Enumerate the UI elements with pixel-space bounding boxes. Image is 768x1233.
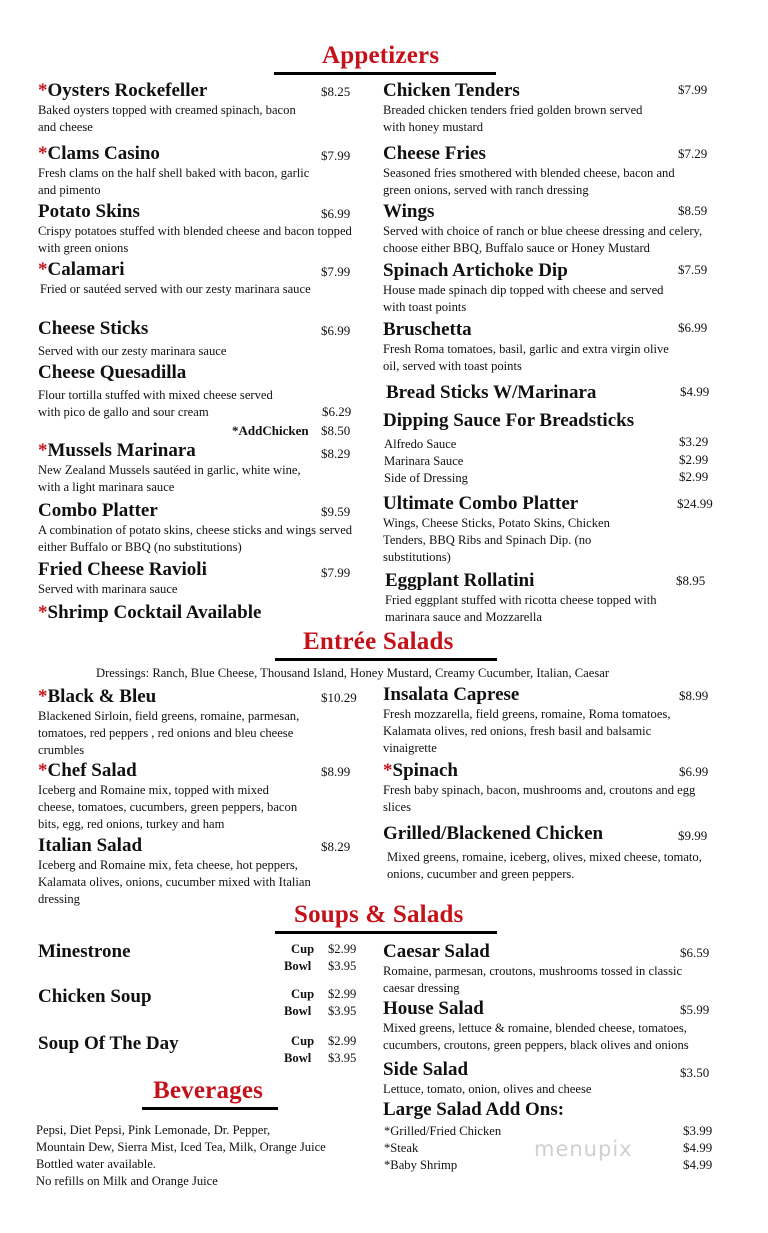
addon-steak-label: *Steak [384, 1141, 419, 1155]
soup-of-the-day: Soup Of The Day [38, 1033, 179, 1054]
chicken-soup-bowl-label: Bowl [284, 1004, 312, 1018]
menu-item-cheese-sticks: Cheese Sticks Served with our zesty marinara sauce [38, 318, 227, 358]
price-wings: $8.59 [678, 203, 708, 218]
dipping-alfredo-label: Alfredo Sauce [384, 437, 457, 451]
menu-item-black-bleu: *Black & Bleu Blackened Sirloin, field greens, romaine, parmesan, tomatoes, red peppers , red onions and bleu cheese crumbles [38, 686, 300, 757]
soups-salads-rule [275, 931, 497, 934]
beverages-line: Mountain Dew, Sierra Mist, Iced Tea, Milk, Orange Juice [36, 1140, 326, 1154]
chicken-soup-cup-label: Cup [291, 987, 315, 1001]
beverages-line: Pepsi, Diet Pepsi, Pink Lemonade, Dr. Pepper, [36, 1123, 271, 1137]
price-clams-casino: $7.99 [321, 148, 351, 163]
menu-item-oysters-rockefeller: *Oysters Rockefeller Baked oysters topped with creamed spinach, bacon and cheese [38, 80, 296, 134]
minestrone-bowl-label: Bowl [284, 959, 312, 973]
price-insalata-caprese: $8.99 [679, 688, 709, 703]
price-chicken-tenders: $7.99 [678, 82, 708, 97]
soup-day-bowl-price: $3.95 [328, 1051, 357, 1065]
menu-item-bruschetta: Bruschetta Fresh Roma tomatoes, basil, garlic and extra virgin olive oil, served with toast points [383, 319, 669, 373]
price-eggplant-rollatini: $8.95 [676, 573, 706, 588]
minestrone-cup-label: Cup [291, 942, 315, 956]
addon-shrimp-label: *Baby Shrimp [384, 1158, 458, 1172]
price-ultimate-combo-platter: $24.99 [677, 496, 713, 511]
appetizers-title: Appetizers [322, 42, 440, 69]
menu-item-shrimp-cocktail: *Shrimp Cocktail Available [38, 602, 262, 623]
menu-item-fried-cheese-ravioli: Fried Cheese Ravioli Served with marinara sauce [38, 559, 207, 596]
beverages-title: Beverages [153, 1077, 264, 1104]
large-salad-add-ons: Large Salad Add Ons: [383, 1099, 565, 1120]
beverages-list [36, 1122, 326, 1190]
appetizers-rule [274, 72, 496, 75]
price-spinach-artichoke-dip: $7.59 [678, 262, 708, 277]
soup-chicken: Chicken Soup [38, 986, 152, 1007]
dipping-alfredo-price: $3.29 [679, 434, 709, 449]
menu-item-clams-casino: *Clams Casino Fresh clams on the half shell baked with bacon, garlic and pimento [38, 143, 310, 197]
price-grilled-blackened-chicken: $9.99 [678, 828, 708, 843]
menu-item-eggplant-rollatini: Eggplant Rollatini Fried eggplant stuffed with ricotta cheese topped with marinara sauce and Mozzarella [385, 570, 657, 624]
dipping-marinara-label: Marinara Sauce [384, 454, 464, 468]
minestrone-bowl-price: $3.95 [328, 959, 357, 973]
dressings-list: Dressings: Ranch, Blue Cheese, Thousand Island, Honey Mustard, Creamy Cucumber, Italian, Caesar [96, 666, 610, 680]
price-black-bleu: $10.29 [321, 690, 357, 705]
menu-item-ultimate-combo-platter: Ultimate Combo Platter Wings, Cheese Sticks, Potato Skins, Chicken Tenders, BBQ Ribs and Spinach Dip. (no substitutions) [383, 493, 610, 564]
chicken-soup-cup-price: $2.99 [328, 987, 357, 1001]
menu-item-grilled-blackened-chicken: Grilled/Blackened Chicken Mixed greens, romaine, iceberg, olives, mixed cheese, tomato, onions, cucumber and green peppers. [383, 823, 702, 881]
menu-item-caesar-salad: Caesar Salad Romaine, parmesan, croutons, mushrooms tossed in classic caesar dressing [383, 941, 683, 995]
price-chef-salad: $8.99 [321, 764, 351, 779]
menu-item-calamari: *Calamari Fried or sautéed served with our zesty marinara sauce [38, 259, 311, 296]
menu-item-chef-salad: *Chef Salad Iceberg and Romaine mix, topped with mixed cheese, tomatoes, cucumbers, green peppers, bacon bits, egg, red onions, turkey and ham [38, 760, 298, 831]
menu-item-mussels-marinara: *Mussels Marinara New Zealand Mussels sautéed in garlic, white wine, with a light marinara sauce [38, 440, 301, 494]
price-side-salad: $3.50 [680, 1065, 710, 1080]
dipping-dressing-label: Side of Dressing [384, 471, 468, 485]
menu-item-side-salad: Side Salad Lettuce, tomato, onion, olives and cheese [383, 1059, 592, 1096]
chicken-soup-bowl-price: $3.95 [328, 1004, 357, 1018]
menu-item-italian-salad: Italian Salad Iceberg and Romaine mix, feta cheese, hot peppers, Kalamata olives, onions, cucumber mixed with Italian dressing [38, 835, 311, 906]
beverages-rule [142, 1107, 278, 1110]
price-bread-sticks: $4.99 [680, 384, 710, 399]
soup-day-cup-price: $2.99 [328, 1034, 357, 1048]
menu-item-house-salad: House Salad Mixed greens, lettuce & romaine, blended cheese, tomatoes, cucumbers, croutons, green peppers, black olives and onions [383, 998, 689, 1052]
price-calamari: $7.99 [321, 264, 351, 279]
entree-salads-rule [275, 658, 497, 661]
soup-day-cup-label: Cup [291, 1034, 315, 1048]
price-spinach-salad: $6.99 [679, 764, 709, 779]
price-cheese-quesadilla: $6.29 [322, 404, 352, 419]
soup-minestrone: Minestrone [38, 941, 131, 962]
menu-item-wings: Wings Served with choice of ranch or blue cheese dressing and celery, choose either BBQ, Buffalo sauce or Honey Mustard [383, 201, 703, 255]
entree-salads-title: Entrée Salads [303, 628, 454, 655]
price-oysters-rockefeller: $8.25 [321, 84, 351, 99]
add-chicken-price: $8.50 [321, 423, 351, 438]
addon-chicken-label: *Grilled/Fried Chicken [384, 1124, 502, 1138]
beverages-line: No refills on Milk and Orange Juice [36, 1174, 218, 1188]
dipping-marinara-price: $2.99 [679, 452, 709, 467]
menu-item-spinach-artichoke-dip: Spinach Artichoke Dip House made spinach dip topped with cheese and served with toast points [383, 260, 664, 314]
menu-item-bread-sticks: Bread Sticks W/Marinara [386, 382, 597, 403]
soups-salads-title: Soups & Salads [294, 901, 464, 928]
price-italian-salad: $8.29 [321, 839, 351, 854]
menu-item-cheese-quesadilla: Cheese Quesadilla Flour tortilla stuffed with mixed cheese served with pico de gallo and sour cream [38, 362, 273, 419]
price-fried-cheese-ravioli: $7.99 [321, 565, 351, 580]
menupix-watermark: menupix [534, 1137, 633, 1161]
menu-item-insalata-caprese: Insalata Caprese Fresh mozzarella, field greens, romaine, Roma tomatoes, Kalamata olives, red onions, fresh basil and balsamic vinaigrette [383, 684, 671, 755]
price-house-salad: $5.99 [680, 1002, 710, 1017]
addon-shrimp-price: $4.99 [683, 1157, 713, 1172]
menu-item-potato-skins: Potato Skins Crispy potatoes stuffed with blended cheese and bacon topped with green onions [38, 201, 352, 255]
dipping-sauce-section: Dipping Sauce For Breadsticks [383, 410, 635, 431]
price-bruschetta: $6.99 [678, 320, 708, 335]
price-potato-skins: $6.99 [321, 206, 351, 221]
dipping-dressing-price: $2.99 [679, 469, 709, 484]
soup-day-bowl-label: Bowl [284, 1051, 312, 1065]
price-mussels-marinara: $8.29 [321, 446, 351, 461]
price-cheese-fries: $7.29 [678, 146, 708, 161]
menu-item-spinach-salad: *Spinach Fresh baby spinach, bacon, mushrooms and, croutons and egg slices [383, 760, 696, 814]
price-combo-platter: $9.59 [321, 504, 351, 519]
price-caesar-salad: $6.59 [680, 945, 710, 960]
menu-item-cheese-fries: Cheese Fries Seasoned fries smothered with blended cheese, bacon and green onions, served with ranch dressing [383, 143, 675, 197]
beverages-line: Bottled water available. [36, 1157, 156, 1171]
add-chicken-label: *AddChicken [232, 423, 309, 438]
menu-item-combo-platter: Combo Platter A combination of potato skins, cheese sticks and wings served either Buffalo or BBQ (no substitutions) [38, 500, 353, 554]
menu-item-chicken-tenders: Chicken Tenders Breaded chicken tenders fried golden brown served with honey mustard [383, 80, 643, 134]
price-cheese-sticks: $6.99 [321, 323, 351, 338]
addon-chicken-price: $3.99 [683, 1123, 713, 1138]
addon-steak-price: $4.99 [683, 1140, 713, 1155]
minestrone-cup-price: $2.99 [328, 942, 357, 956]
